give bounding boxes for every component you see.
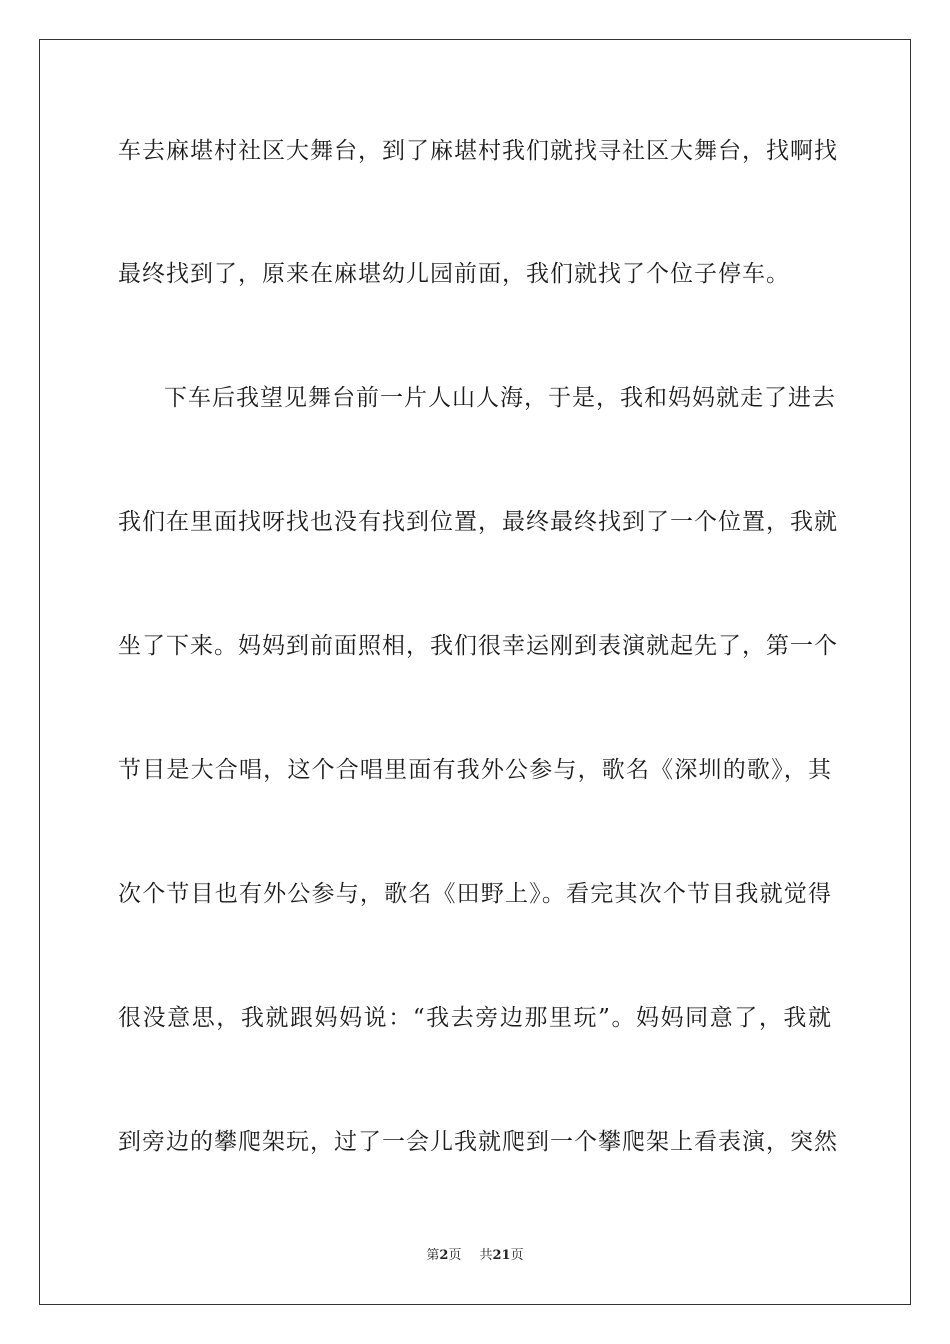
total-pages: 21 <box>492 1248 511 1263</box>
text-line-5: 坐了下来。妈妈到前面照相，我们很幸运刚到表演就起先了，第一个 <box>118 633 838 659</box>
total-suffix: 页 <box>510 1248 524 1263</box>
page-suffix: 页 <box>448 1248 462 1263</box>
page-footer <box>0 1247 950 1265</box>
page-prefix: 第 <box>426 1248 440 1263</box>
text-line-3: 下车后我望见舞台前一片人山人海，于是，我和妈妈就走了进去 <box>164 385 836 411</box>
text-line-8: 很没意思，我就跟妈妈说：“我去旁边那里玩”。妈妈同意了，我就 <box>118 1005 832 1031</box>
text-line-4: 我们在里面找呀找也没有找到位置，最终最终找到了一个位置，我就 <box>118 509 838 535</box>
text-line-2: 最终找到了，原来在麻堪幼儿园前面，我们就找了个位子停车。 <box>118 261 790 287</box>
page-border <box>39 39 911 1305</box>
total-prefix: 共 <box>479 1248 493 1263</box>
text-line-9: 到旁边的攀爬架玩，过了一会儿我就爬到一个攀爬架上看表演，突然 <box>118 1129 838 1155</box>
text-line-6: 节目是大合唱，这个合唱里面有我外公参与，歌名《深圳的歌》，其 <box>118 757 832 783</box>
page-number: 2 <box>439 1248 449 1263</box>
text-line-7: 次个节目也有外公参与，歌名《田野上》。看完其次个节目我就觉得 <box>118 881 832 907</box>
text-line-1: 车去麻堪村社区大舞台，到了麻堪村我们就找寻社区大舞台，找啊找 <box>118 138 838 164</box>
